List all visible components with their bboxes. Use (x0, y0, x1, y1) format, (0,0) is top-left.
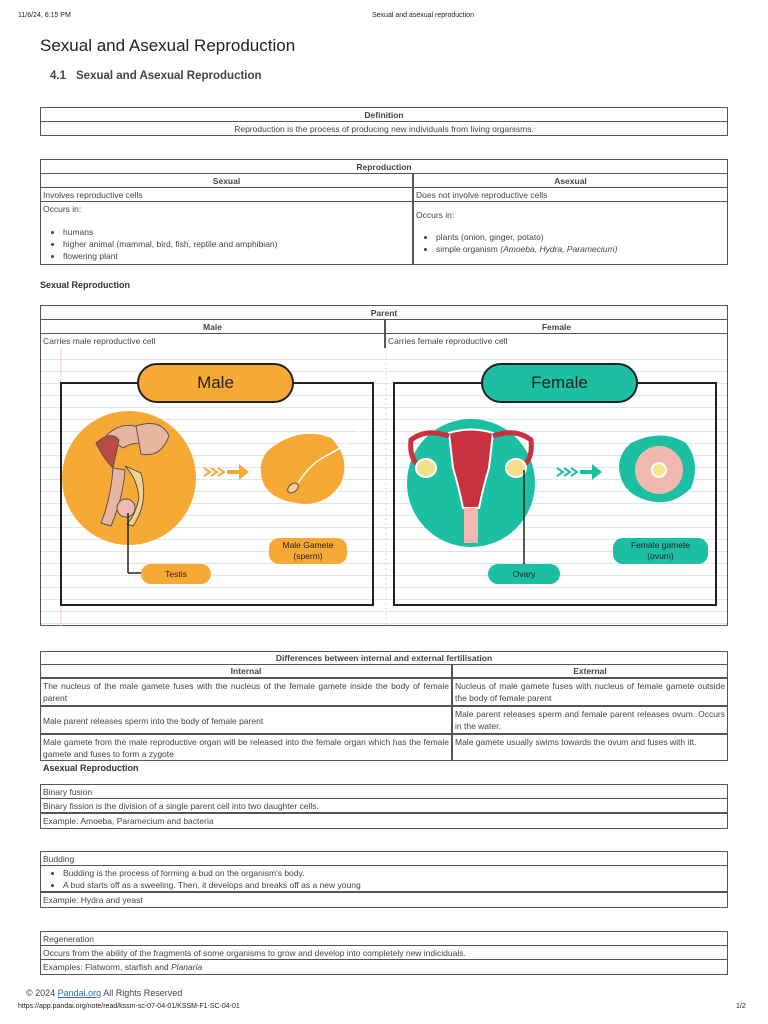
external-row3: Male gamete usually swims towards the ovum and fuses with itt. (452, 734, 728, 761)
list-item: • plants (onion, ginger, potato) (436, 231, 725, 243)
copyright (26, 988, 182, 998)
reproduction-diagram (40, 348, 728, 626)
binary-text: Binary fission is the division of a single parent cell into two daughter cells. (40, 798, 728, 813)
sexual-occurs-cell (40, 201, 413, 265)
col-male: Male (40, 319, 385, 334)
external-row2: Male parent releases sperm and female parent releases ovum. Occurs in the water. (452, 706, 728, 734)
testis-shape (117, 499, 135, 517)
list-item: • higher animal (mammal, bird, fish, reptile and amphibian) (63, 238, 410, 250)
definition-heading: Definition (40, 107, 728, 122)
budding-list (43, 867, 725, 891)
internal-row2: Male parent releases sperm into the body of female parent (40, 706, 452, 734)
male-text: Carries male reproductive cell (40, 333, 385, 349)
copyright-prefix: © 2024 (26, 988, 58, 998)
male-gamete-label (269, 538, 347, 564)
binary-example: Example: Amoeba, Paramecium and bacteria (40, 813, 728, 829)
asexual-occurs-cell (413, 201, 728, 265)
male-label: Male (137, 363, 294, 403)
female-text: Carries female reproductive cell (385, 333, 728, 349)
asexual-occurs-label: Occurs in: (416, 210, 455, 220)
print-datetime: 11/6/24, 6:15 PM (18, 12, 71, 19)
binary-title: Binary fusion (40, 784, 728, 799)
list-item: • flowering plant (63, 250, 410, 262)
col-asexual: Asexual (413, 173, 728, 188)
col-sexual: Sexual (40, 173, 413, 188)
sexual-occurs-label: Occurs in: (43, 204, 82, 214)
section-title: Sexual and Asexual Reproduction (76, 70, 262, 82)
asexual-row1: Does not involve reproductive cells (413, 187, 728, 202)
testis-label: Testis (141, 564, 211, 584)
external-row1: Nucleus of male gamete fuses with nucleus of female gamete outside the body of female parent (452, 678, 728, 706)
list-item: • humans (63, 226, 410, 238)
asexual-occurs-list (416, 231, 725, 255)
sexual-row1: Involves reproductive cells (40, 187, 413, 202)
ovary-shape (506, 459, 526, 477)
asexual-reproduction-title: Asexual Reproduction (43, 763, 139, 773)
female-gamete-text: Female gamete (630, 540, 691, 550)
section-number: 4.1 (50, 70, 66, 82)
male-gamete-text: Male Gamete (282, 540, 334, 550)
regeneration-title: Regeneration (40, 931, 728, 946)
regeneration-example-text: Examples: Flatworm, starfish and (43, 962, 172, 972)
sexual-reproduction-title: Sexual Reproduction (40, 280, 131, 290)
print-doc-title: Sexual and asexual reproduction (372, 12, 474, 19)
sexual-occurs-list (43, 226, 410, 262)
sperm-text: (sperm) (293, 551, 323, 561)
print-url: https://app.pandai.org/note/read/kssm-sc-07-04-01/KSSM-F1-SC-04-01 (18, 1003, 240, 1010)
list-item: • Budding is the process of forming a bud on the organism's body. (63, 867, 725, 879)
pandai-link[interactable]: Pandai.org (57, 988, 102, 998)
reproduction-heading: Reproduction (40, 159, 728, 174)
internal-row3: Male gamete from the male reproductive organ will be released into the female organ which has the female gamete and fuses to form a zygote (40, 734, 452, 761)
budding-title: Budding (40, 851, 728, 866)
regeneration-text: Occurs from the ability of the fragments of some organisms to grow and develop into completely new indiciduals. (40, 945, 728, 960)
list-item-text: simple organism (436, 244, 501, 254)
fertilisation-heading: Differences between internal and external fertilisation (40, 651, 728, 665)
page-title: Sexual and Asexual Reproduction (40, 36, 296, 55)
page-number: 1/2 (736, 1003, 746, 1010)
col-female: Female (385, 319, 728, 334)
col-external: External (452, 664, 728, 678)
female-label: Female (481, 363, 638, 403)
list-item (436, 243, 725, 255)
parent-heading: Parent (40, 305, 728, 320)
budding-list-cell (40, 865, 728, 892)
copyright-suffix: All Rights Reserved (101, 988, 183, 998)
list-item-italic: (Amoeba, Hydra, Paramecium) (500, 244, 618, 254)
ovary-label: Ovary (488, 564, 560, 584)
regeneration-example (40, 959, 728, 975)
ovum-text: (ovum) (647, 551, 674, 561)
budding-example: Example: Hydra and yeast (40, 892, 728, 908)
regeneration-example-italic: Planaria (171, 962, 203, 972)
definition-text: Reproduction is the process of producing new individuals from living organisms. (40, 121, 728, 136)
internal-row1: The nucleus of the male gamete fuses with the nucleus of the female gamete inside the body of female parent (40, 678, 452, 706)
col-internal: Internal (40, 664, 452, 678)
section-heading (50, 70, 262, 82)
sperm-blob (261, 434, 345, 504)
female-gamete-label (613, 538, 708, 564)
list-item: • A bud starts off as a sweeling. Then, it develops and breaks off as a new young (63, 879, 725, 891)
